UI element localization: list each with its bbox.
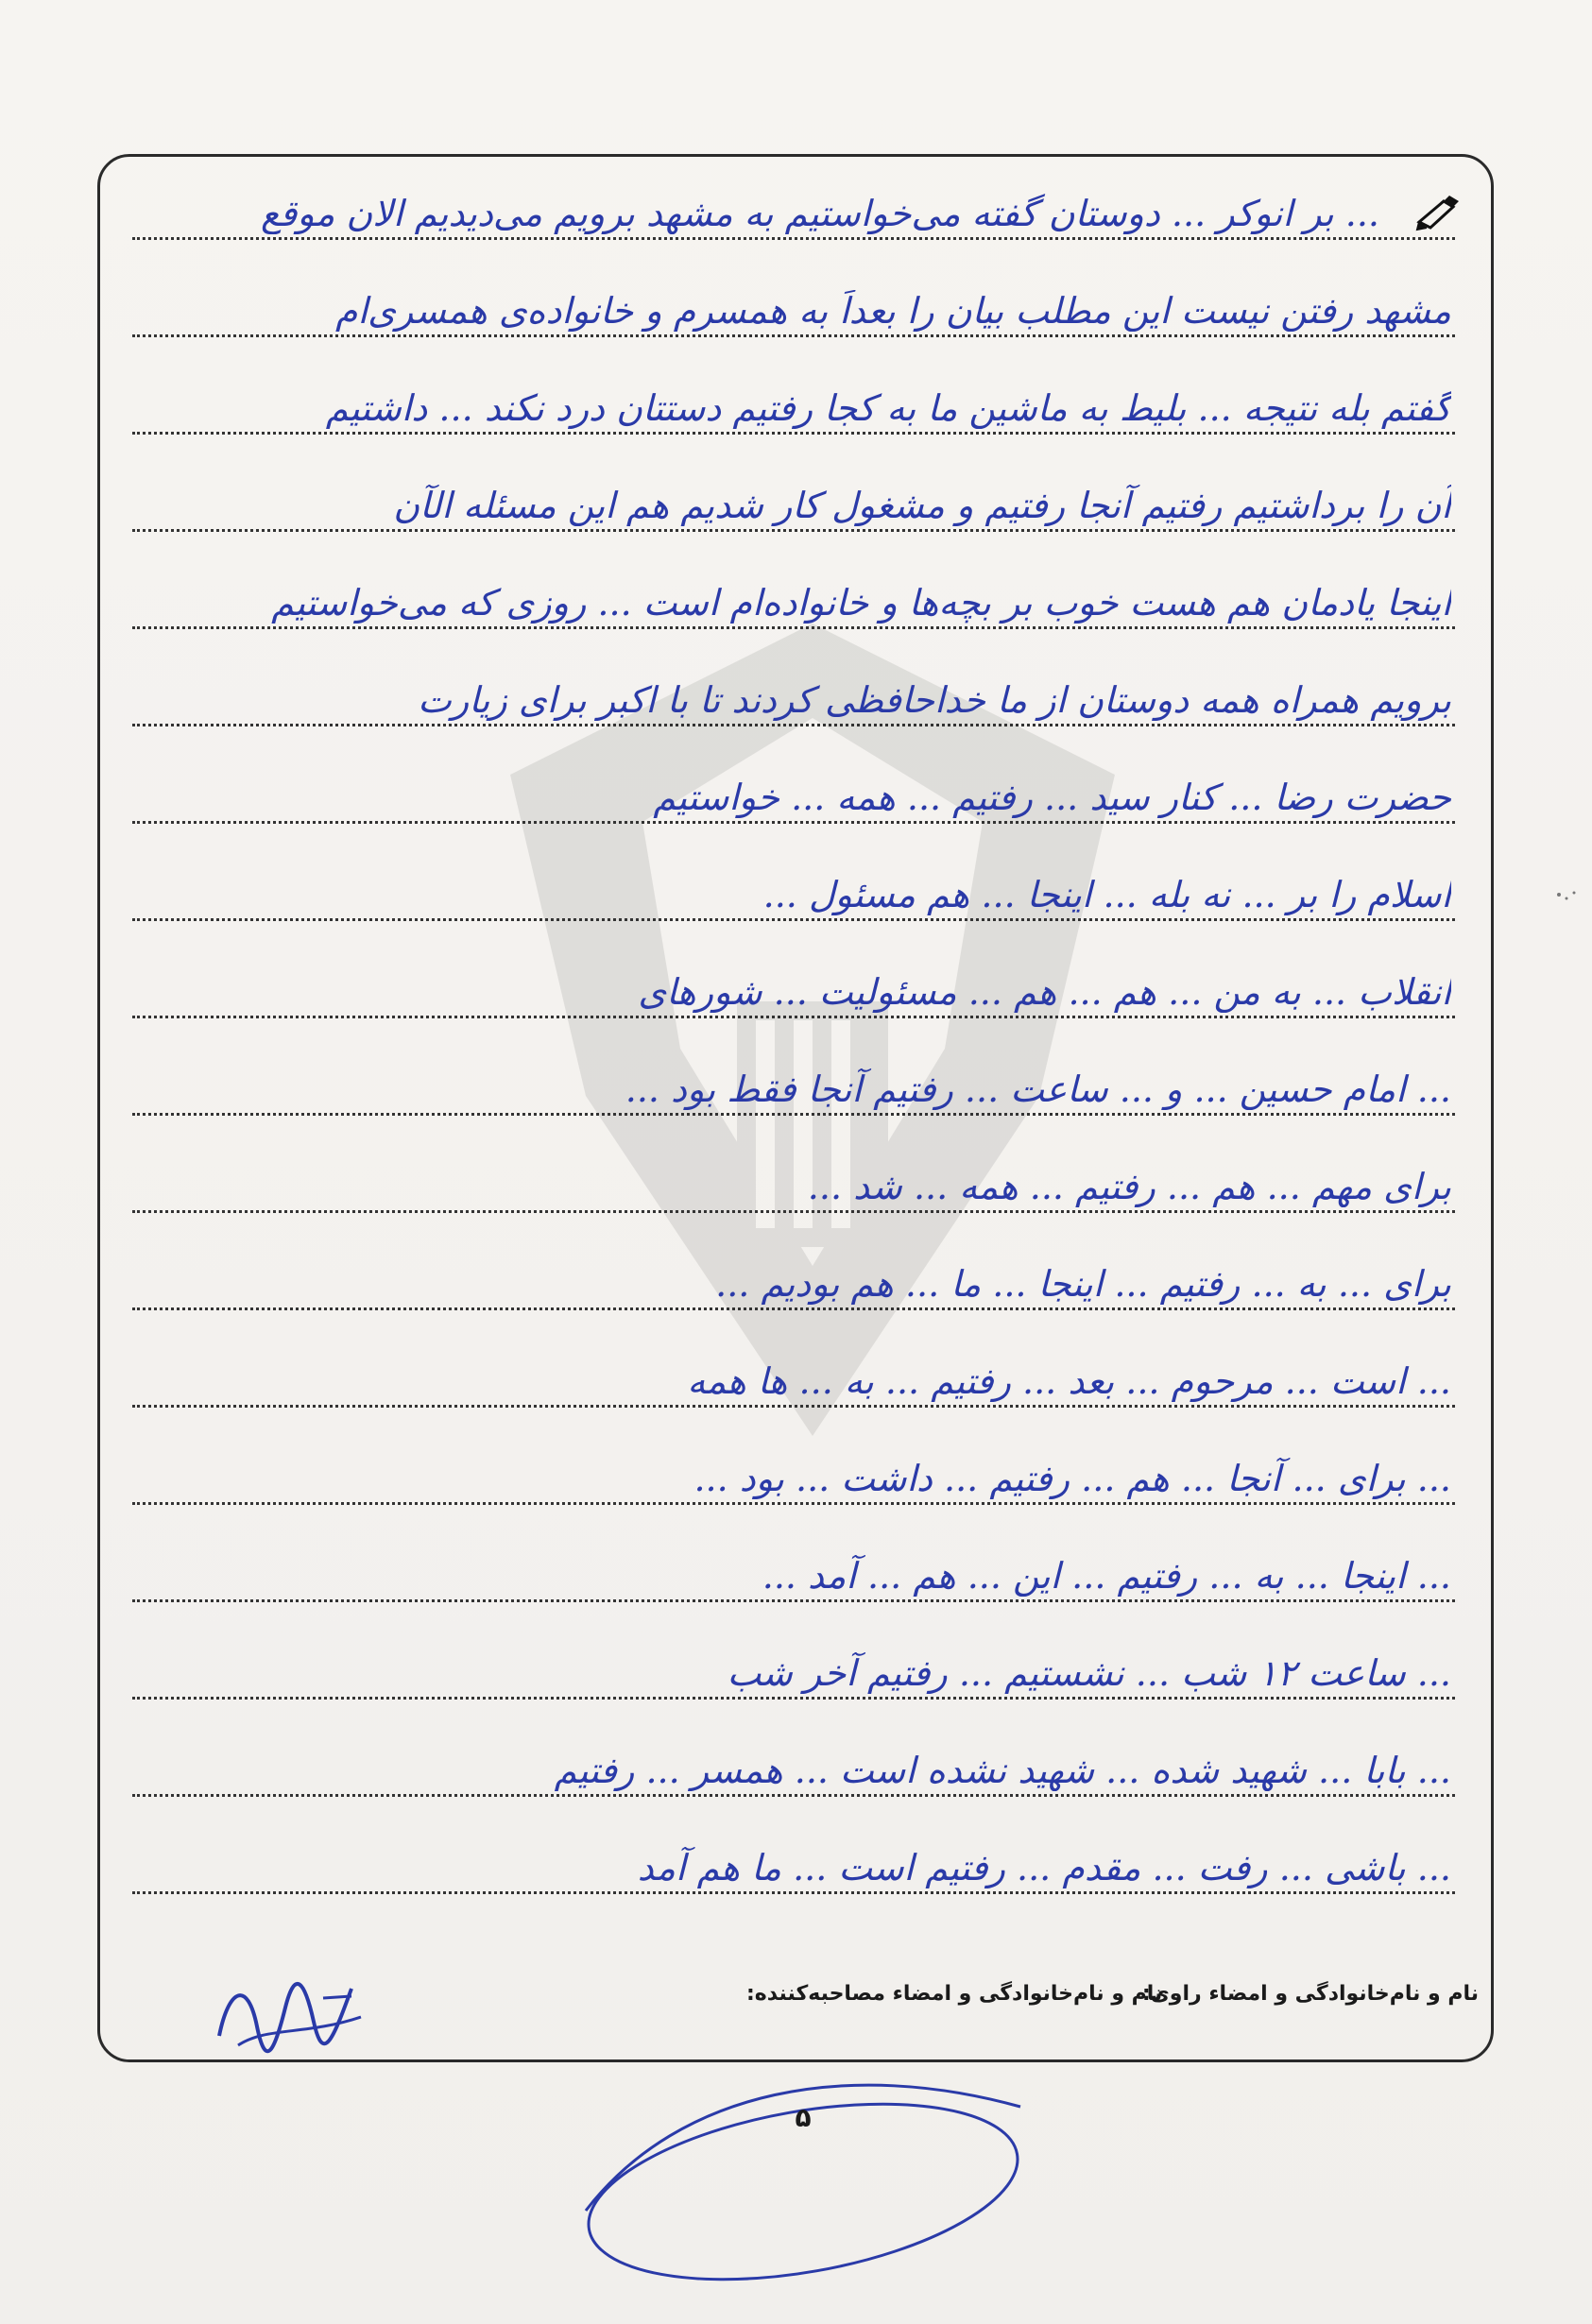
dotted-rule xyxy=(132,237,1455,240)
transcript-text: برویم همراه همه دوستان از ما خداحافظی کردند تا با اکبر برای زیارت xyxy=(418,679,1451,721)
transcript-line xyxy=(132,857,1455,927)
transcript-line xyxy=(132,1149,1455,1219)
transcript-text: ... باشی ... رفت ... مقدم ... رفتیم است ... ما هم آمد xyxy=(637,1847,1451,1888)
transcript-line xyxy=(132,1830,1455,1900)
narrator-signature xyxy=(210,1970,370,2055)
dotted-rule xyxy=(132,1307,1455,1310)
transcript-line xyxy=(132,1343,1455,1413)
dotted-rule xyxy=(132,1502,1455,1505)
transcript-line xyxy=(132,760,1455,829)
dotted-rule xyxy=(132,1697,1455,1700)
transcript-line xyxy=(132,1051,1455,1121)
transcript-line xyxy=(132,1635,1455,1705)
transcript-text: برای مهم ... هم ... رفتیم ... همه ... شد ... xyxy=(807,1166,1451,1207)
transcript-line xyxy=(132,1246,1455,1316)
dotted-rule xyxy=(132,626,1455,629)
dotted-rule xyxy=(132,1891,1455,1894)
transcript-text: مشهد رفتن نیست این مطلب بیان را بعداً به همسرم و خانواده‌ی همسری‌ام xyxy=(335,290,1451,332)
dotted-rule xyxy=(132,529,1455,532)
transcript-text: ... بابا ... شهید شده ... شهید نشده است ... همسر ... رفتیم xyxy=(554,1750,1451,1791)
transcript-line xyxy=(132,1441,1455,1511)
transcript-text: حضرت رضا ... کنار سید ... رفتیم ... همه ... خواستیم xyxy=(653,777,1451,818)
page-number: ۵ xyxy=(795,2102,812,2133)
narrator-signature-label: نام و نام‌خانوادگی و امضاء راوی: xyxy=(1141,1982,1479,2006)
transcript-text: ... اینجا ... به ... رفتیم ... این ... هم ... آمد ... xyxy=(762,1555,1451,1597)
transcript-line xyxy=(132,1733,1455,1803)
dotted-rule xyxy=(132,1016,1455,1018)
dotted-rule xyxy=(132,918,1455,921)
dotted-rule xyxy=(132,1113,1455,1116)
transcript-text: گفتم بله نتیجه ... بلیط به ماشین ما به کجا رفتیم دستتان درد نکند ... داشتیم xyxy=(325,387,1451,429)
transcript-text: انقلاب ... به من ... هم ... هم ... مسئولیت ... شورهای xyxy=(638,971,1451,1013)
dotted-rule xyxy=(132,1599,1455,1602)
transcript-text: ... است ... مرحوم ... بعد ... رفتیم ... به ... ها همه xyxy=(687,1360,1451,1402)
transcript-line xyxy=(132,954,1455,1024)
transcript-line xyxy=(132,468,1455,538)
transcript-text: ... ساعت ۱۲ شب ... نشستیم ... رفتیم آخر شب xyxy=(727,1652,1451,1694)
transcript-line xyxy=(132,370,1455,440)
transcript-text: اینجا یادمان هم هست خوب بر بچه‌ها و خانواده‌ام است ... روزی که می‌خواستیم xyxy=(271,582,1451,624)
paper-speck xyxy=(1549,883,1587,912)
dotted-rule xyxy=(132,1405,1455,1408)
transcript-text: ... برای ... آنجا ... هم ... رفتیم ... داشت ... بود ... xyxy=(693,1458,1451,1499)
transcript-line xyxy=(132,565,1455,635)
transcript-line xyxy=(132,273,1455,343)
dotted-rule xyxy=(132,432,1455,435)
transcript-text: اسلام را بر ... نه بله ... اینجا ... هم مسئول ... xyxy=(762,874,1451,915)
dotted-rule xyxy=(132,821,1455,824)
dotted-rule xyxy=(132,1210,1455,1213)
dotted-rule xyxy=(132,334,1455,337)
transcript-line xyxy=(132,176,1455,246)
transcript-text: آن را برداشتیم رفتیم آنجا رفتیم و مشغول کار شدیم هم این مسئله الآن xyxy=(393,485,1451,526)
dotted-rule xyxy=(132,724,1455,726)
transcript-line xyxy=(132,662,1455,732)
transcript-text: برای ... به ... رفتیم ... اینجا ... ما ... هم بودیم ... xyxy=(715,1263,1451,1305)
transcript-text: ... بر انوکر ... دوستان گفته می‌خواستیم به مشهد برویم می‌دیدیم الان موقع xyxy=(260,193,1379,234)
transcript-line xyxy=(132,1538,1455,1608)
transcript-text: ... امام حسین ... و ... ساعت ... رفتیم آنجا فقط بود ... xyxy=(625,1068,1451,1110)
interviewer-signature-label: نام و نام‌خانوادگی و امضاء مصاحبه‌کننده: xyxy=(746,1982,1163,2006)
interviewer-signature xyxy=(567,2050,1058,2296)
dotted-rule xyxy=(132,1794,1455,1797)
